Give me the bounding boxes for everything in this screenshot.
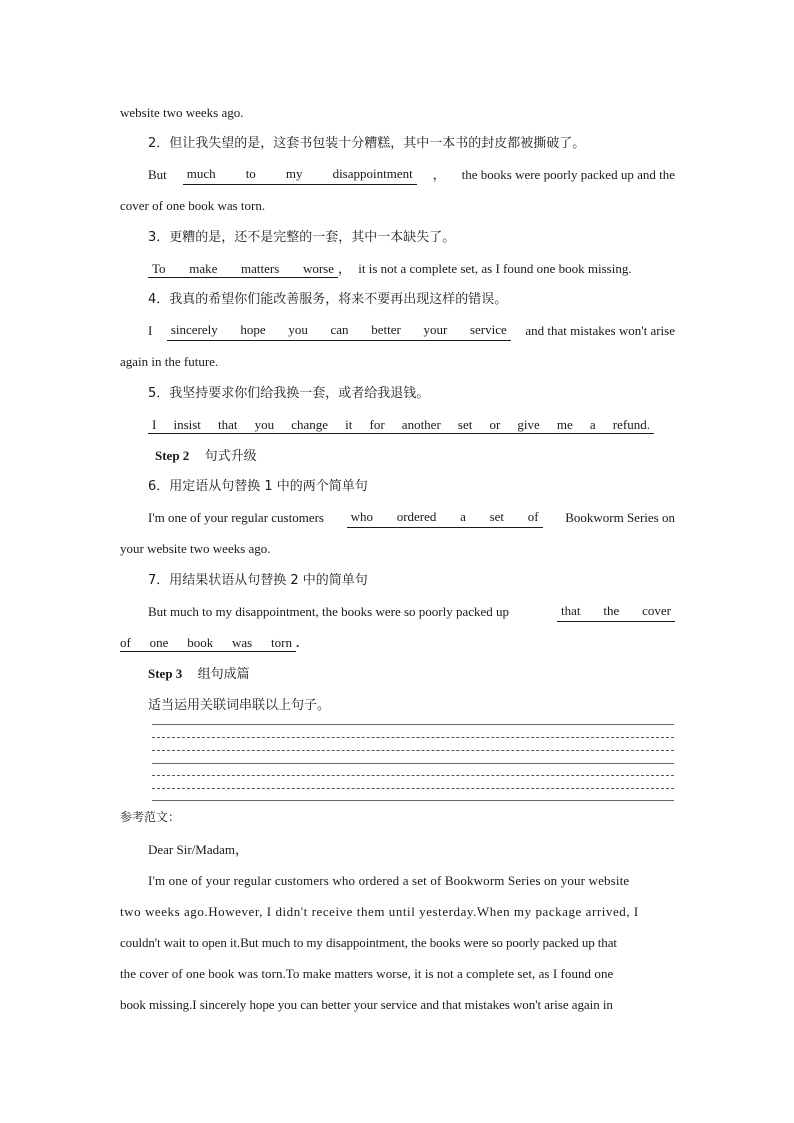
blank-word: much [186, 166, 216, 181]
essay-line [120, 902, 675, 922]
question-6-answer [148, 508, 675, 528]
step-2-heading [155, 446, 710, 467]
answer-blank[interactable] [167, 321, 511, 341]
answer-prefix: But [148, 167, 167, 182]
answer-blank[interactable] [148, 416, 654, 434]
comma: ， [432, 167, 446, 182]
writing-line[interactable] [152, 724, 674, 725]
essay-text: the cover of one book was torn.To make matters worse, it is not a complete set, as I found one [120, 966, 614, 981]
blank-word: one [149, 635, 169, 650]
writing-line[interactable] [152, 788, 674, 789]
question-4-prompt: 4．我真的希望你们能改善服务，将来不要再出现这样的错误。 [148, 292, 508, 307]
question-7-prompt: 7．用结果状语从句替换 2 中的简单句 [148, 573, 368, 588]
continuation-text: your website two weeks ago. [120, 541, 271, 556]
blank-word: that [218, 417, 238, 432]
essay-text: book missing.I sincerely hope you can better your service and that mistakes won't arise again in [120, 997, 613, 1012]
blank-word: that [561, 603, 581, 618]
text-line [120, 539, 675, 559]
answer-blank[interactable] [557, 602, 675, 622]
essay-line [148, 871, 675, 891]
essay-line [120, 933, 675, 953]
blank-word: torn [271, 635, 292, 650]
answer-blank[interactable] [148, 260, 338, 278]
blank-word: change [291, 417, 329, 432]
question-2-prompt: 2．但让我失望的是，这套书包装十分糟糕，其中一本书的封皮都被撕破了。 [148, 136, 586, 151]
essay-greeting: Dear Sir/Madam， [148, 842, 249, 857]
essay-text: couldn't wait to open it.But much to my disappointment, the books were so poorly packed up that [120, 935, 617, 950]
writing-line[interactable] [152, 737, 674, 738]
question-7-answer-cont [120, 633, 675, 653]
step-label: Step 3 [148, 666, 183, 681]
blank-word: hope [240, 322, 266, 337]
blank-word: set [489, 509, 505, 524]
blank-word: ordered [396, 509, 437, 524]
text-line [120, 103, 675, 123]
question-4-answer [148, 321, 675, 341]
writing-line[interactable] [152, 775, 674, 776]
essay-text: I'm one of your regular customers who ordered a set of Bookworm Series on your website [148, 873, 630, 888]
text-line [120, 196, 675, 216]
blank-word: to [245, 166, 256, 181]
question-5-prompt: 5．我坚持要求你们给我换一套，或者给我退钱。 [148, 386, 430, 401]
answer-blank[interactable] [183, 165, 417, 185]
answer-blank[interactable] [347, 508, 543, 528]
blank-word: sincerely [170, 322, 218, 337]
answer-suffix: and that mistakes won't arise [525, 323, 675, 338]
answer-suffix: Bookworm Series on [565, 510, 675, 525]
blank-word: for [369, 417, 385, 432]
continuation-text: website two weeks ago. [120, 105, 244, 120]
blank-word: my [285, 166, 303, 181]
step-3-heading [148, 664, 675, 685]
blank-word: cover [642, 603, 671, 618]
reference-label: 参考范文： [120, 810, 181, 824]
blank-word: matters [241, 261, 280, 276]
blank-word: To [152, 261, 166, 276]
writing-line[interactable] [152, 750, 674, 751]
blank-word: was [232, 635, 253, 650]
writing-line[interactable] [152, 800, 674, 801]
blank-word: set [457, 417, 473, 432]
blank-word: of [120, 635, 131, 650]
blank-word: a [589, 417, 596, 432]
answer-prefix: I'm one of your regular customers [148, 510, 324, 525]
question-7-answer [148, 602, 675, 622]
question-3-prompt: 3．更糟的是，还不是完整的一套，其中一本缺失了。 [148, 230, 456, 245]
answer-suffix: the books were poorly packed up and the [461, 167, 675, 182]
blank-word: give [517, 417, 540, 432]
continuation-text: again in the future. [120, 354, 219, 369]
step-title: 组句成篇 [197, 667, 250, 682]
question-6-prompt: 6．用定语从句替换 1 中的两个简单句 [148, 479, 368, 494]
blank-word: better [371, 322, 401, 337]
blank-word: service [469, 322, 507, 337]
blank-word: you [254, 417, 275, 432]
blank-word: you [288, 322, 308, 337]
blank-word: refund. [612, 417, 650, 432]
essay-text: two weeks ago.However, I didn't receive them until yesterday.When my package arrived, I [120, 904, 639, 919]
blank-word: can [330, 322, 349, 337]
continuation-text: cover of one book was torn. [120, 198, 266, 213]
question-3-answer [148, 259, 675, 279]
blank-word: who [350, 509, 373, 524]
essay-line [120, 964, 675, 984]
blank-word: a [460, 509, 466, 524]
blank-word: of [527, 509, 539, 524]
blank-word: disappointment [332, 166, 413, 181]
blank-word: make [189, 261, 218, 276]
blank-word: another [401, 417, 441, 432]
blank-word: it [345, 417, 353, 432]
blank-word: I [152, 417, 157, 432]
blank-word: or [489, 417, 501, 432]
answer-suffix: it is not a complete set, as I found one book missing. [358, 261, 632, 276]
question-2-answer [148, 165, 675, 185]
blank-word: the [603, 603, 620, 618]
answer-prefix: But much to my disappointment, the books were so poorly packed up [148, 604, 510, 619]
blank-word: worse [302, 261, 334, 276]
step-label: Step 2 [155, 448, 190, 463]
blank-word: your [423, 322, 448, 337]
step-title: 句式升级 [204, 449, 257, 464]
writing-line[interactable] [152, 763, 674, 764]
question-5-answer [148, 415, 675, 435]
blank-word: me [556, 417, 573, 432]
essay-line [120, 995, 675, 1015]
text-line [120, 352, 675, 372]
answer-blank[interactable] [120, 634, 296, 652]
comma: ， [338, 261, 352, 276]
blank-word: insist [173, 417, 201, 432]
period: . [296, 635, 300, 650]
instruction-text: 适当运用关联词串联以上句子。 [148, 698, 331, 713]
answer-prefix: I [148, 323, 153, 338]
blank-word: book [187, 635, 214, 650]
